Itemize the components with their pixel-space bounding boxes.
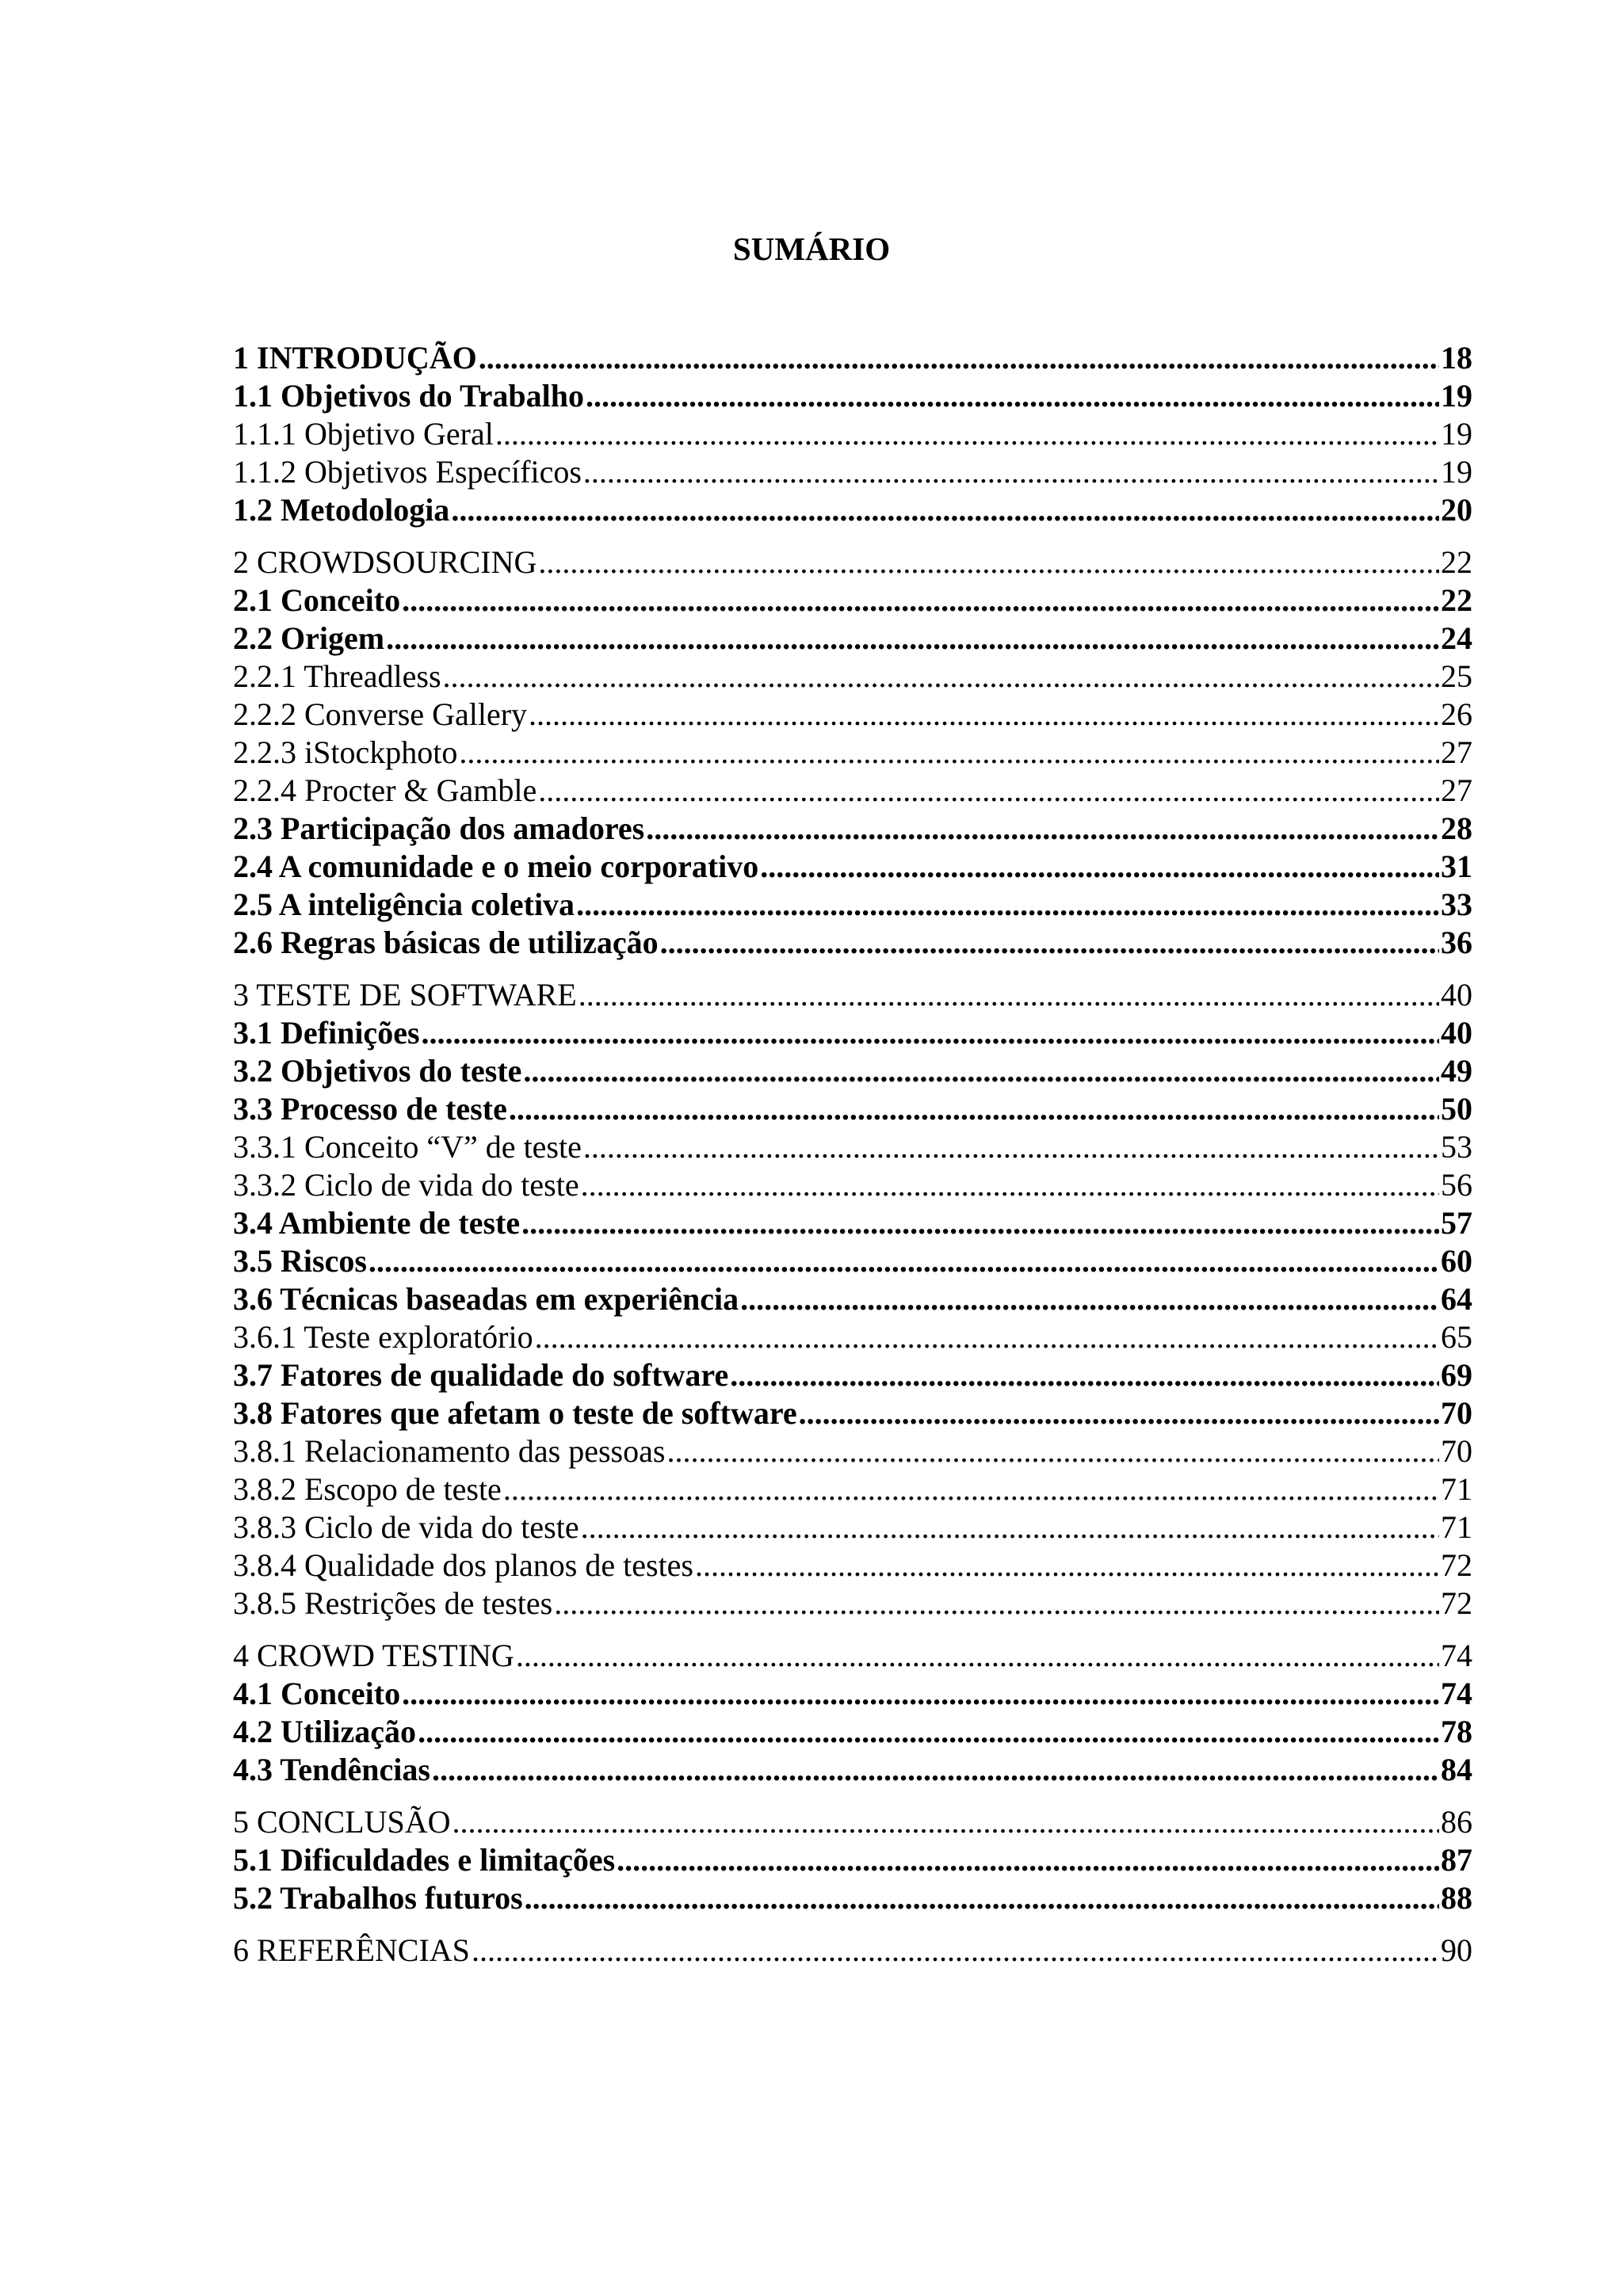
- toc-entry: [233, 1637, 1472, 1675]
- toc-leader-dots: [583, 1128, 1439, 1166]
- toc-leader-dots: [576, 886, 1439, 924]
- toc-leader-dots: [402, 1675, 1439, 1713]
- toc-entry: [233, 1204, 1472, 1242]
- toc-leader-dots: [523, 1052, 1439, 1090]
- toc-entry-page-number: 64: [1441, 1281, 1472, 1317]
- toc-entry-page-number: 28: [1441, 810, 1472, 846]
- toc-leader-dots: [451, 491, 1439, 529]
- toc-entry-label: 1 INTRODUÇÃO: [233, 340, 477, 376]
- toc-entry: [233, 1932, 1472, 1970]
- toc-entry: [233, 734, 1472, 772]
- toc-leader-dots: [525, 1879, 1439, 1917]
- toc-entry-page-number: 57: [1441, 1205, 1472, 1241]
- toc-entry: [233, 1713, 1472, 1751]
- toc-entry-page-number: 31: [1441, 849, 1472, 884]
- toc-entry-label: 2.4 A comunidade e o meio corporativo: [233, 849, 759, 884]
- table-of-contents: [233, 339, 1472, 1970]
- toc-entry: [233, 1751, 1472, 1789]
- toc-leader-dots: [509, 1090, 1439, 1128]
- toc-entry: [233, 377, 1472, 415]
- toc-entry-label: 3.8.3 Ciclo de vida do teste: [233, 1509, 579, 1545]
- toc-entry-page-number: 71: [1441, 1509, 1472, 1545]
- toc-entry-label: 3.8.4 Qualidade dos planos de testes: [233, 1547, 693, 1583]
- toc-entry-page-number: 27: [1441, 772, 1472, 808]
- toc-entry: [233, 976, 1472, 1014]
- toc-entry: [233, 1090, 1472, 1128]
- toc-entry: [233, 1318, 1472, 1356]
- toc-entry: [233, 1841, 1472, 1879]
- toc-entry-page-number: 19: [1441, 378, 1472, 414]
- toc-entry-label: 4 CROWD TESTING: [233, 1638, 514, 1673]
- toc-entry: [233, 1879, 1472, 1917]
- toc-entry-label: 1.1.1 Objetivo Geral: [233, 416, 494, 452]
- toc-leader-dots: [432, 1751, 1439, 1789]
- toc-entry-page-number: 70: [1441, 1433, 1472, 1469]
- toc-leader-dots: [583, 453, 1439, 491]
- toc-entry: [233, 1280, 1472, 1318]
- toc-entry-page-number: 71: [1441, 1471, 1472, 1507]
- toc-entry: [233, 848, 1472, 886]
- toc-entry-page-number: 22: [1441, 582, 1472, 618]
- toc-entry-page-number: 78: [1441, 1714, 1472, 1749]
- toc-leader-dots: [586, 377, 1439, 415]
- toc-entry: [233, 772, 1472, 810]
- toc-leader-dots: [516, 1637, 1439, 1675]
- toc-entry: [233, 924, 1472, 962]
- toc-leader-dots: [554, 1585, 1439, 1623]
- toc-entry-label: 2.2.2 Converse Gallery: [233, 696, 528, 732]
- toc-entry-page-number: 22: [1441, 544, 1472, 580]
- toc-entry-label: 2.2.3 iStockphoto: [233, 734, 458, 770]
- toc-leader-dots: [459, 734, 1439, 772]
- toc-entry-label: 3.3 Processo de teste: [233, 1091, 507, 1127]
- toc-entry-label: 3.6 Técnicas baseadas em experiência: [233, 1281, 739, 1317]
- toc-entry-page-number: 50: [1441, 1091, 1472, 1127]
- toc-leader-dots: [730, 1356, 1439, 1394]
- toc-entry-label: 3.6.1 Teste exploratório: [233, 1319, 533, 1355]
- toc-leader-dots: [369, 1242, 1439, 1280]
- toc-entry-page-number: 18: [1441, 340, 1472, 376]
- toc-entry-page-number: 33: [1441, 887, 1472, 922]
- toc-entry-label: 3.3.2 Ciclo de vida do teste: [233, 1167, 579, 1203]
- toc-leader-dots: [535, 1318, 1439, 1356]
- toc-entry-page-number: 56: [1441, 1167, 1472, 1203]
- toc-entry-page-number: 49: [1441, 1053, 1472, 1089]
- toc-entry-page-number: 86: [1441, 1804, 1472, 1840]
- toc-leader-dots: [760, 848, 1439, 886]
- toc-entry-label: 1.2 Metodologia: [233, 492, 450, 528]
- toc-entry-page-number: 40: [1441, 977, 1472, 1013]
- toc-entry: [233, 1470, 1472, 1508]
- toc-entry: [233, 1128, 1472, 1166]
- toc-entry: [233, 1166, 1472, 1204]
- toc-leader-dots: [402, 582, 1439, 620]
- toc-entry-label: 3.7 Fatores de qualidade do software: [233, 1357, 729, 1393]
- toc-entry: [233, 582, 1472, 620]
- toc-entry: [233, 339, 1472, 377]
- toc-entry-page-number: 88: [1441, 1880, 1472, 1916]
- toc-entry-page-number: 19: [1441, 416, 1472, 452]
- toc-entry-label: 4.1 Conceito: [233, 1676, 401, 1711]
- toc-entry-label: 5 CONCLUSÃO: [233, 1804, 451, 1840]
- toc-entry-label: 2.2.1 Threadless: [233, 658, 441, 694]
- toc-leader-dots: [695, 1547, 1439, 1585]
- toc-entry-page-number: 74: [1441, 1638, 1472, 1673]
- toc-entry-page-number: 65: [1441, 1319, 1472, 1355]
- toc-entry-page-number: 84: [1441, 1752, 1472, 1787]
- toc-leader-dots: [452, 1803, 1439, 1841]
- toc-leader-dots: [617, 1841, 1439, 1879]
- toc-entry-page-number: 60: [1441, 1243, 1472, 1279]
- toc-leader-dots: [660, 924, 1439, 962]
- toc-entry-page-number: 20: [1441, 492, 1472, 528]
- toc-leader-dots: [418, 1713, 1439, 1751]
- toc-entry-label: 4.3 Tendências: [233, 1752, 430, 1787]
- toc-entry-label: 1.1 Objetivos do Trabalho: [233, 378, 585, 414]
- toc-entry-label: 3.5 Riscos: [233, 1243, 367, 1279]
- toc-leader-dots: [472, 1932, 1439, 1970]
- toc-entry-page-number: 74: [1441, 1676, 1472, 1711]
- toc-entry-label: 3.1 Definições: [233, 1015, 420, 1051]
- toc-leader-dots: [581, 1508, 1439, 1547]
- toc-entry-page-number: 27: [1441, 734, 1472, 770]
- toc-leader-dots: [529, 696, 1439, 734]
- toc-entry-label: 5.1 Dificuldades e limitações: [233, 1842, 616, 1878]
- toc-entry-page-number: 36: [1441, 925, 1472, 960]
- toc-entry-page-number: 53: [1441, 1129, 1472, 1165]
- toc-entry-label: 2.5 A inteligência coletiva: [233, 887, 575, 922]
- toc-entry-page-number: 24: [1441, 620, 1472, 656]
- toc-entry-label: 2.1 Conceito: [233, 582, 401, 618]
- toc-leader-dots: [386, 620, 1439, 658]
- toc-entry-label: 2.3 Participação dos amadores: [233, 810, 645, 846]
- toc-entry-label: 3.3.1 Conceito “V” de teste: [233, 1129, 582, 1165]
- toc-entry: [233, 1585, 1472, 1623]
- toc-entry-label: 5.2 Trabalhos futuros: [233, 1880, 523, 1916]
- toc-entry-label: 1.1.2 Objetivos Específicos: [233, 454, 582, 490]
- toc-entry: [233, 1803, 1472, 1841]
- toc-entry-label: 2 CROWDSOURCING: [233, 544, 537, 580]
- toc-entry: [233, 620, 1472, 658]
- toc-entry-label: 3 TESTE DE SOFTWARE: [233, 977, 577, 1013]
- toc-entry: [233, 1394, 1472, 1432]
- toc-leader-dots: [479, 339, 1439, 377]
- toc-entry: [233, 1547, 1472, 1585]
- toc-entry-label: 4.2 Utilização: [233, 1714, 417, 1749]
- toc-entry: [233, 810, 1472, 848]
- toc-leader-dots: [740, 1280, 1439, 1318]
- toc-entry-label: 2.2 Origem: [233, 620, 385, 656]
- toc-leader-dots: [495, 415, 1439, 453]
- toc-leader-dots: [538, 772, 1439, 810]
- toc-entry-label: 2.2.4 Procter & Gamble: [233, 772, 537, 808]
- toc-entry-label: 3.8.2 Escopo de teste: [233, 1471, 502, 1507]
- toc-entry-label: 3.8 Fatores que afetam o teste de software: [233, 1395, 797, 1431]
- toc-entry: [233, 1356, 1472, 1394]
- toc-leader-dots: [443, 658, 1439, 696]
- toc-entry: [233, 1432, 1472, 1470]
- toc-entry-page-number: 72: [1441, 1585, 1472, 1621]
- toc-entry-label: 3.4 Ambiente de teste: [233, 1205, 521, 1241]
- toc-entry-page-number: 40: [1441, 1015, 1472, 1051]
- toc-entry-label: 2.6 Regras básicas de utilização: [233, 925, 659, 960]
- toc-leader-dots: [579, 976, 1439, 1014]
- toc-leader-dots: [646, 810, 1439, 848]
- toc-leader-dots: [538, 543, 1439, 582]
- toc-entry: [233, 453, 1472, 491]
- toc-entry: [233, 543, 1472, 582]
- toc-leader-dots: [422, 1014, 1439, 1052]
- toc-entry: [233, 491, 1472, 529]
- toc-leader-dots: [666, 1432, 1439, 1470]
- toc-entry-page-number: 90: [1441, 1932, 1472, 1968]
- toc-entry-page-number: 69: [1441, 1357, 1472, 1393]
- toc-entry: [233, 1052, 1472, 1090]
- toc-entry-page-number: 19: [1441, 454, 1472, 490]
- toc-entry-label: 3.2 Objetivos do teste: [233, 1053, 522, 1089]
- toc-entry-page-number: 87: [1441, 1842, 1472, 1878]
- toc-entry-label: 3.8.5 Restrições de testes: [233, 1585, 553, 1621]
- toc-entry-label: 3.8.1 Relacionamento das pessoas: [233, 1433, 666, 1469]
- toc-entry: [233, 696, 1472, 734]
- toc-entry: [233, 1014, 1472, 1052]
- toc-entry-page-number: 25: [1441, 658, 1472, 694]
- toc-entry: [233, 1508, 1472, 1547]
- toc-leader-dots: [799, 1394, 1439, 1432]
- toc-entry: [233, 415, 1472, 453]
- toc-entry-page-number: 70: [1441, 1395, 1472, 1431]
- toc-entry-page-number: 26: [1441, 696, 1472, 732]
- toc-entry: [233, 1242, 1472, 1280]
- toc-entry-page-number: 72: [1441, 1547, 1472, 1583]
- toc-entry: [233, 1675, 1472, 1713]
- toc-leader-dots: [521, 1204, 1439, 1242]
- page-title: SUMÁRIO: [732, 231, 891, 267]
- toc-entry: [233, 886, 1472, 924]
- toc-leader-dots: [503, 1470, 1439, 1508]
- toc-leader-dots: [581, 1166, 1439, 1204]
- toc-entry: [233, 658, 1472, 696]
- toc-entry-label: 6 REFERÊNCIAS: [233, 1932, 470, 1968]
